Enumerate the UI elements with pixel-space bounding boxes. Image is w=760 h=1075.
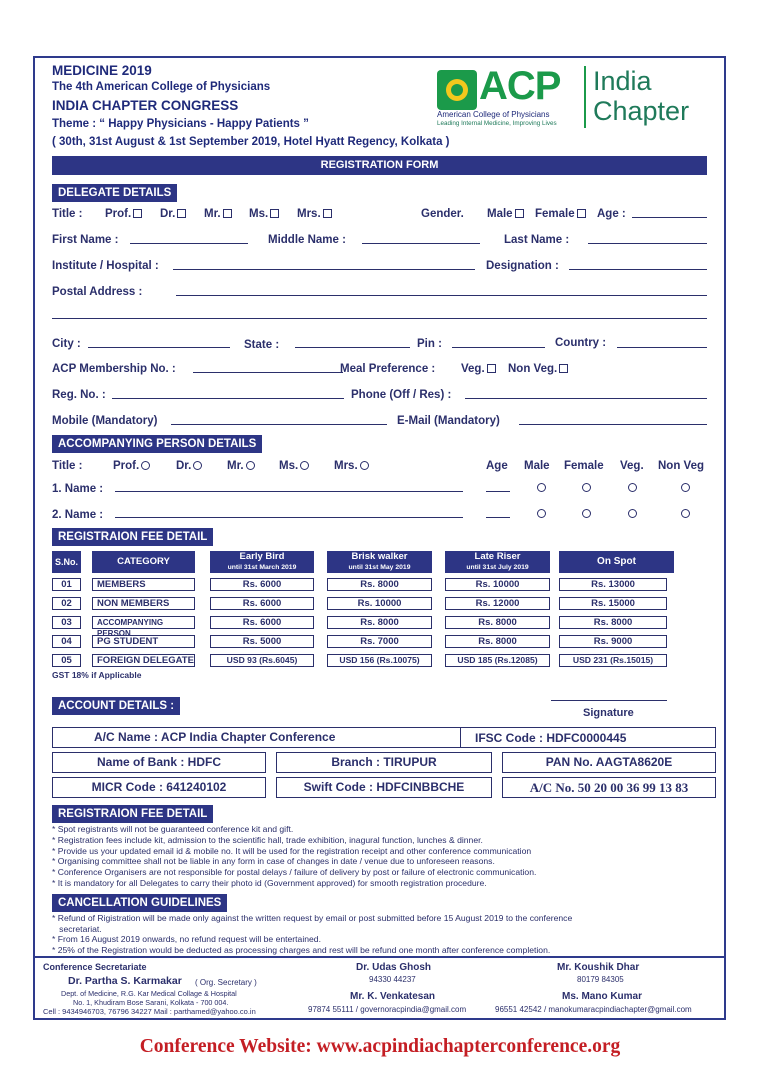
logo-college-name: American College of Physicians (437, 110, 550, 119)
acc1-male-radio[interactable] (537, 483, 546, 492)
contact-mano-info: 96551 42542 / manokumaracpindiachapter@gmail.com (495, 1005, 692, 1014)
age-label: Age : (597, 208, 626, 220)
acc-veg-header: Veg. (620, 460, 644, 472)
last-name-field[interactable] (588, 243, 707, 244)
fee-cell-brisk-walker: Rs. 10000 (327, 597, 432, 610)
logo-tagline: Leading Internal Medicine, Improving Lives (437, 120, 557, 127)
conference-website[interactable]: Conference Website: www.acpindiachapterconference.org (139, 1036, 621, 1057)
logo-chapter: Chapter (593, 96, 690, 126)
reg-no-field[interactable] (112, 398, 344, 399)
account-row1-divider (460, 727, 461, 748)
meal-label: Meal Preference : (340, 363, 436, 375)
secretary-name: Dr. Partha S. Karmakar (68, 975, 182, 987)
checkbox-female[interactable] (577, 209, 586, 218)
fee-note-item: * Provide us your updated email id & mobile no. It will be used for the registration receipt and other conference communication (52, 845, 532, 856)
col-spot-header: On Spot (559, 551, 674, 573)
radio-ms[interactable] (300, 461, 309, 470)
checkbox-mrs[interactable] (323, 209, 332, 218)
acp-seal-icon (437, 70, 477, 110)
fee-cell-late-riser: USD 185 (Rs.12085) (445, 654, 550, 667)
last-name-label: Last Name : (504, 234, 570, 246)
fee-cell-sno: 05 (52, 654, 81, 667)
acc-nonveg-header: Non Veg (658, 460, 705, 472)
checkbox-ms[interactable] (270, 209, 279, 218)
fee-cell-late-riser: Rs. 10000 (445, 578, 550, 591)
fee-cell-brisk-walker: Rs. 8000 (327, 616, 432, 629)
checkbox-nonveg[interactable] (559, 364, 568, 373)
bank-name: Name of Bank : HDFC (52, 752, 266, 773)
title-prof-option[interactable]: Prof. (105, 208, 142, 220)
logo-divider (584, 66, 586, 128)
ac-name: A/C Name : ACP India Chapter Conference (94, 730, 336, 744)
radio-mr[interactable] (246, 461, 255, 470)
contact-udas-name: Dr. Udas Ghosh (356, 962, 432, 973)
fee-cell-early-bird: Rs. 5000 (210, 635, 314, 648)
fee-note-item: * Conference Organisers are not responsible for postal delays / failure of delivery by post or failure of electronic communication. (52, 867, 537, 878)
fee-note-item: * Spot registrants will not be guaranteed conference kit and gift. (52, 824, 294, 834)
event-title: INDIA CHAPTER CONGRESS (52, 98, 239, 113)
first-name-field[interactable] (130, 243, 248, 244)
fee-cell-sno: 04 (52, 635, 81, 648)
cancellation-item: * From 16 August 2019 onwards, no refund request will be entertained. (52, 934, 321, 944)
state-field[interactable] (295, 347, 410, 348)
gender-male-option[interactable]: Male (487, 208, 524, 220)
contact-venkatesan-name: Mr. K. Venkatesan (350, 991, 436, 1002)
acp-membership-field[interactable] (193, 372, 343, 373)
acc-female-header: Female (564, 460, 604, 472)
acc-name2-label: 2. Name : (52, 509, 104, 521)
col-late-header: Late Riser until 31st July 2019 (445, 551, 550, 573)
fee-cell-late-riser: Rs. 8000 (445, 635, 550, 648)
title-mrs-option[interactable]: Mrs. (297, 208, 332, 220)
col-category-header: CATEGORY (92, 551, 195, 573)
fee-cell-category: ACCOMPANYING PERSON (92, 616, 195, 629)
acc-male-header: Male (524, 460, 550, 472)
event-theme: Theme : “ Happy Physicians - Happy Patients ” (52, 118, 309, 130)
acc-mr-option[interactable]: Mr. (227, 460, 255, 472)
checkbox-male[interactable] (515, 209, 524, 218)
account-heading: ACCOUNT DETAILS : (52, 697, 180, 715)
fee-note-item: * Registration fees include kit, admission to the scientific hall, trade exhibition, inagural function, lunches & dinner. (52, 834, 483, 845)
ifsc-code: IFSC Code : HDFC0000445 (475, 731, 627, 745)
city-label: City : (52, 338, 81, 350)
radio-mrs[interactable] (360, 461, 369, 470)
contact-udas-phone: 94330 44237 (369, 975, 416, 984)
secretariat-title: Conference Secretariate (43, 962, 147, 972)
col-sno-header: S.No. (52, 551, 81, 573)
fee-cell-sno: 02 (52, 597, 81, 610)
event-org: The 4th American College of Physicians (52, 81, 271, 93)
logo-india: India (593, 66, 652, 96)
fee-cell-on-spot: Rs. 8000 (559, 616, 667, 629)
signature-label: Signature (583, 707, 634, 719)
cancellation-heading: CANCELLATION GUIDELINES (52, 894, 227, 912)
fee-cell-late-riser: Rs. 12000 (445, 597, 550, 610)
title-mr-option[interactable]: Mr. (204, 208, 232, 220)
fee-cell-brisk-walker: USD 156 (Rs.10075) (327, 654, 432, 667)
acc-prof-option[interactable]: Prof. (113, 460, 150, 472)
checkbox-dr[interactable] (177, 209, 186, 218)
acc-name1-field[interactable] (115, 491, 463, 492)
acc-name1-label: 1. Name : (52, 483, 104, 495)
acc-age2-field[interactable] (486, 517, 510, 518)
acc2-nonveg-radio[interactable] (681, 509, 690, 518)
phone-label: Phone (Off / Res) : (351, 389, 452, 401)
contact-venkatesan-info: 97874 55111 / governoracpindia@gmail.com (308, 1005, 467, 1014)
postal-field-line1[interactable] (176, 295, 707, 296)
fee-cell-category: MEMBERS (92, 578, 195, 591)
event-name: MEDICINE 2019 (52, 63, 152, 78)
country-label: Country : (555, 337, 607, 349)
acc1-female-radio[interactable] (582, 483, 591, 492)
title-ms-option[interactable]: Ms. (249, 208, 279, 220)
first-name-label: First Name : (52, 234, 119, 246)
pin-label: Pin : (417, 338, 442, 350)
acc-age1-field[interactable] (486, 491, 510, 492)
middle-name-field[interactable] (362, 243, 480, 244)
contact-koushik-name: Mr. Koushik Dhar (557, 962, 640, 973)
logo-acp-text: ACP (479, 64, 561, 108)
postal-field-line2[interactable] (52, 318, 707, 319)
acc-ms-option[interactable]: Ms. (279, 460, 309, 472)
acc1-veg-radio[interactable] (628, 483, 637, 492)
cancellation-item: * 25% of the Registration would be deducted as processing charges and rest will be refund one month after conference completion. (52, 944, 551, 955)
secretary-addr1: Dept. of Medicine, R.G. Kar Medical Collage & Hospital (61, 989, 237, 998)
city-field[interactable] (88, 347, 230, 348)
contact-mano-name: Ms. Mano Kumar (562, 991, 643, 1002)
micr-code: MICR Code : 641240102 (52, 777, 266, 798)
designation-label: Designation : (486, 260, 559, 272)
footer-divider (35, 956, 725, 958)
fee-note-item: * Organising committee shall not be liable in any form in case of changes in date / venue due to unforeseen reasons. (52, 856, 495, 867)
meal-veg-option[interactable]: Veg. (461, 363, 496, 375)
meal-nonveg-option[interactable]: Non Veg. (508, 363, 568, 375)
acc1-nonveg-radio[interactable] (681, 483, 690, 492)
title-dr-option[interactable]: Dr. (160, 208, 186, 220)
mobile-field[interactable] (171, 424, 387, 425)
delegate-title-label: Title : (52, 208, 83, 220)
contact-koushik-phone: 80179 84305 (577, 975, 624, 984)
acc-title-label: Title : (52, 460, 83, 472)
acc-age-header: Age (486, 460, 508, 472)
cancellation-item: secretariat. (52, 923, 102, 934)
state-label: State : (244, 339, 280, 351)
fee-cell-early-bird: Rs. 6000 (210, 597, 314, 610)
acp-membership-label: ACP Membership No. : (52, 363, 176, 375)
event-dates: ( 30th, 31st August & 1st September 2019, Hotel Hyatt Regency, Kolkata ) (52, 136, 450, 148)
checkbox-prof[interactable] (133, 209, 142, 218)
email-label: E-Mail (Mandatory) (397, 415, 500, 427)
fee-cell-on-spot: Rs. 15000 (559, 597, 667, 610)
country-field[interactable] (617, 347, 707, 348)
phone-field[interactable] (465, 398, 707, 399)
secretary-role: ( Org. Secretary ) (195, 978, 257, 987)
pin-field[interactable] (452, 347, 545, 348)
fee-cell-on-spot: Rs. 13000 (559, 578, 667, 591)
delegate-heading: DELEGATE DETAILS (52, 184, 177, 202)
secretary-addr2: No. 1, Khudiram Bose Sarani, Kolkata - 700 004. (73, 998, 229, 1007)
signature-line[interactable] (551, 700, 667, 701)
reg-no-label: Reg. No. : (52, 389, 106, 401)
checkbox-mr[interactable] (223, 209, 232, 218)
acc-dr-option[interactable]: Dr. (176, 460, 202, 472)
checkbox-veg[interactable] (487, 364, 496, 373)
col-early-header: Early Bird until 31st March 2019 (210, 551, 314, 573)
fee-cell-early-bird: Rs. 6000 (210, 616, 314, 629)
institute-label: Institute / Hospital : (52, 260, 159, 272)
secretary-contact: Cell : 9434946703, 76796 34227 Mail : parthamed@yahoo.co.in (43, 1007, 256, 1016)
fee-cell-early-bird: Rs. 6000 (210, 578, 314, 591)
acc-mrs-option[interactable]: Mrs. (334, 460, 369, 472)
radio-dr[interactable] (193, 461, 202, 470)
postal-label: Postal Address : (52, 286, 143, 298)
col-brisk-header: Brisk walker until 31st May 2019 (327, 551, 432, 573)
fee-cell-on-spot: USD 231 (Rs.15015) (559, 654, 667, 667)
fee-cell-category: FOREIGN DELEGATE (92, 654, 195, 667)
fee-cell-late-riser: Rs. 8000 (445, 616, 550, 629)
swift-code: Swift Code : HDFCINBBCHE (276, 777, 492, 798)
gender-label: Gender. (421, 208, 464, 220)
branch: Branch : TIRUPUR (276, 752, 492, 773)
acc2-male-radio[interactable] (537, 509, 546, 518)
fee-heading: REGISTRAION FEE DETAIL (52, 528, 213, 546)
fee-cell-early-bird: USD 93 (Rs.6045) (210, 654, 314, 667)
fee-cell-brisk-walker: Rs. 8000 (327, 578, 432, 591)
form-title: REGISTRATION FORM (52, 156, 707, 175)
pan-no: PAN No. AAGTA8620E (502, 752, 716, 773)
institute-field[interactable] (173, 269, 475, 270)
fee-cell-on-spot: Rs. 9000 (559, 635, 667, 648)
email-field[interactable] (519, 424, 707, 425)
designation-field[interactable] (569, 269, 707, 270)
acc-name2-field[interactable] (115, 517, 463, 518)
fee-notes-heading: REGISTRAION FEE DETAIL (52, 805, 213, 823)
gst-note: GST 18% if Applicable (52, 670, 142, 680)
fee-cell-category: PG STUDENT (92, 635, 195, 648)
accompanying-heading: ACCOMPANYING PERSON DETAILS (52, 435, 262, 453)
acc2-female-radio[interactable] (582, 509, 591, 518)
fee-note-item: * It is mandatory for all Delegates to carry their photo id (Government approved) for smooth registration procedure. (52, 878, 487, 888)
acc2-veg-radio[interactable] (628, 509, 637, 518)
fee-cell-category: NON MEMBERS (92, 597, 195, 610)
fee-cell-brisk-walker: Rs. 7000 (327, 635, 432, 648)
gender-female-option[interactable]: Female (535, 208, 586, 220)
fee-cell-sno: 01 (52, 578, 81, 591)
mobile-label: Mobile (Mandatory) (52, 415, 158, 427)
middle-name-label: Middle Name : (268, 234, 346, 246)
acp-logo (437, 66, 707, 132)
fee-cell-sno: 03 (52, 616, 81, 629)
age-field[interactable] (632, 217, 707, 218)
cancellation-item: * Refund of Rigistration will be made only against the written request by email or post submitted before 15 August 2019 to the conference (52, 913, 573, 923)
radio-prof[interactable] (141, 461, 150, 470)
account-number: A/C No. 50 20 00 36 99 13 83 (502, 777, 716, 798)
